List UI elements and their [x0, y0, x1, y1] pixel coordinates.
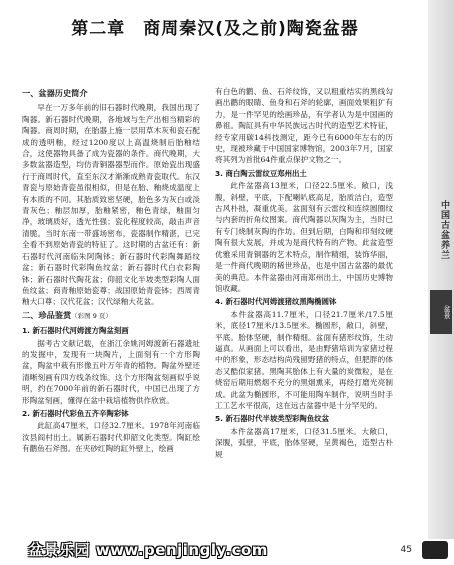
subheading-item-4: 4. 新石器时代河姆渡猪纹黑陶椭圆钵	[215, 297, 337, 307]
page-ornament-icon	[422, 541, 448, 559]
side-tab-label: 中国古盆养兰	[439, 200, 449, 260]
side-tab	[428, 0, 454, 565]
right-column	[215, 86, 393, 460]
paragraph-item-5: 本件盆器高17厘米，口径31.5厘米。大敞口，深腹，弧壁，平底，胎体坚硬，呈黄褐色，造型古朴规	[215, 426, 393, 459]
site-watermark: 盆景乐园 www.penjingly.com	[28, 541, 268, 559]
paragraph-item-2: 此缸高47厘米，口径32.7厘米。1978年河南临汝县阎村出土。属新石器时代仰韶文化类型。陶缸绘有鹳鱼石斧图。在夹砂红陶的缸外壁上，绘画	[22, 421, 200, 454]
section-heading-note: （彩图 9 页）	[71, 311, 112, 320]
section-heading-appreciation-text: 二、珍品鉴赏	[22, 309, 72, 320]
subheading-item-2: 2. 新石器时代彩鱼五齐辛陶彩钵	[22, 408, 129, 418]
paragraph-item-2-cont: 有白色的鹳、鱼、石斧纹饰，又以粗重结实的黑线勾画出鹳的眼睛、鱼身和石斧的轮廓，画面效果粗犷有力，是一件罕见的绘画珍品，有学者认为是中国画的鼻祖。陶缸具有中华民族远古时代的造型艺术特征，经专家用碳14科技测定，距今已有6000年左右的历史，现被珍藏于中国国家博物馆，2003年7月，国家将其列为首批64件重点保护文物之一。	[215, 87, 393, 165]
footer	[0, 539, 454, 565]
paragraph-item-4: 本件盆器高11.7厘米，口径21.7厘米/17.5厘米，底径17厘米/13.5厘米。椭圆形，敞口，斜壁，平底。胎体坚硬，制作精细。盆面有猪形纹饰，生动逼真。从画面上可以看出，是由野猪培训为家猪过程中的形象，形态结构尚残留野猪的特点，但肥胖的体态又酷似家猪。黑陶其胎体上有大量的炭微粒，是在烧窑后期用燃烟不充分的黑烟熏来，再经打磨光亮制成。此盆为椭圆形，不可能用陶车制作，说明当时手工工艺水平很高，这在远古盆器中是十分罕见的。	[215, 309, 393, 410]
paragraph-item-1: 据考古文献记载，在浙江余姚河姆渡新石器遗址的发掘中，发现有一块陶片，上面刻有一个方形陶盆，陶盆中栽有形像五叶万年青的植物。陶盆外壁还清晰刻画有四方线条纹饰。这个方形陶盆刻画似乎说明，约在7000年前的新石器时代，中国已出现了方形陶盆刻画，懂得在盆中栽培植物供作欣赏。	[22, 338, 200, 405]
page-number: 45	[400, 545, 412, 555]
side-tab-badge: 盆景	[430, 290, 452, 334]
subheading-item-1: 1. 新石器时代河姆渡方陶盆刻画	[22, 326, 129, 336]
subheading-item-5: 5. 新石器时代半坡类型彩陶鱼纹盆	[215, 414, 329, 424]
chapter-title: 第二章 商周秦汉(及之前)陶瓷盆器	[71, 19, 359, 39]
left-column	[22, 86, 200, 455]
subheading-item-3: 3. 商白陶云雷纹豆郑州出土	[215, 168, 307, 178]
section-heading-history: 一、盆器历史简介	[22, 88, 88, 98]
paragraph-history: 早在一万多年前的旧石器时代晚期，我国出现了陶器。新石器时代晚期，各地域与生产出相当精彩的陶器。商周时期，在胎器上施一层用草木灰和瓷石配成的透明釉，经过1200度以上高温烧制后胎釉结合，这使器物具备了成为瓷器的条件。商代晚期，大多数盆器造型，均仿青铜器器型而作。原始瓷出现盛行于商周时代，直至东汉才渐渐成熟青瓷取代。东汉青瓷与原始青瓷虽很相似，但是在胎、釉烧成温度上有本质的不同。其胎质致密坚硬，胎色多为灰白或淡青灰色；釉层加厚，胎釉紧密，釉色青绿，釉面匀净，玻璃质好，透光性强；瓷化程度较高，敲击声音清脆。当时东南一带盛场密布，瓷器制作精湛，已完全看不到原始青瓷的特征了。这时期的古盆还有：新石器时代河南临朱阿陶钵；新石器时代彩陶舞蹈纹盆；新石器时代彩陶鱼纹盆；新石器时代白衣彩陶钵；新石器时代陶花盆；仰韶文化半坡类型彩陶人面鱼纹盆；商青釉原始瓷尊；战国原始青瓷钵；西周青釉大口尊；汉代花盆；汉代绿釉大花盆。	[22, 103, 200, 307]
paragraph-item-3: 此件盆器高13厘米，口径22.5厘米。敞口，浅腹，斜壁，平底，下配喇叭底高足，胎质洁白，造型古风朴拙，凝重优美。盆面刻有云雷纹和连续圆圈纹与内套的折角纹图案。商代陶器以灰陶为主，当时已有专门烧制灰陶的作坊。但到后期，白陶和印刻纹硬陶有很大发展，并成为是商代特有的产物。此盆造型优雅采用青铜器的艺术特点，制作精细，装饰华丽，是一件商代晚期的稀世珍品，也是中国古盆器的最优美的典范。本件盆器由河南郑州出土，中国历史博物馆收藏。	[215, 181, 393, 293]
section-heading-appreciation	[22, 310, 200, 322]
